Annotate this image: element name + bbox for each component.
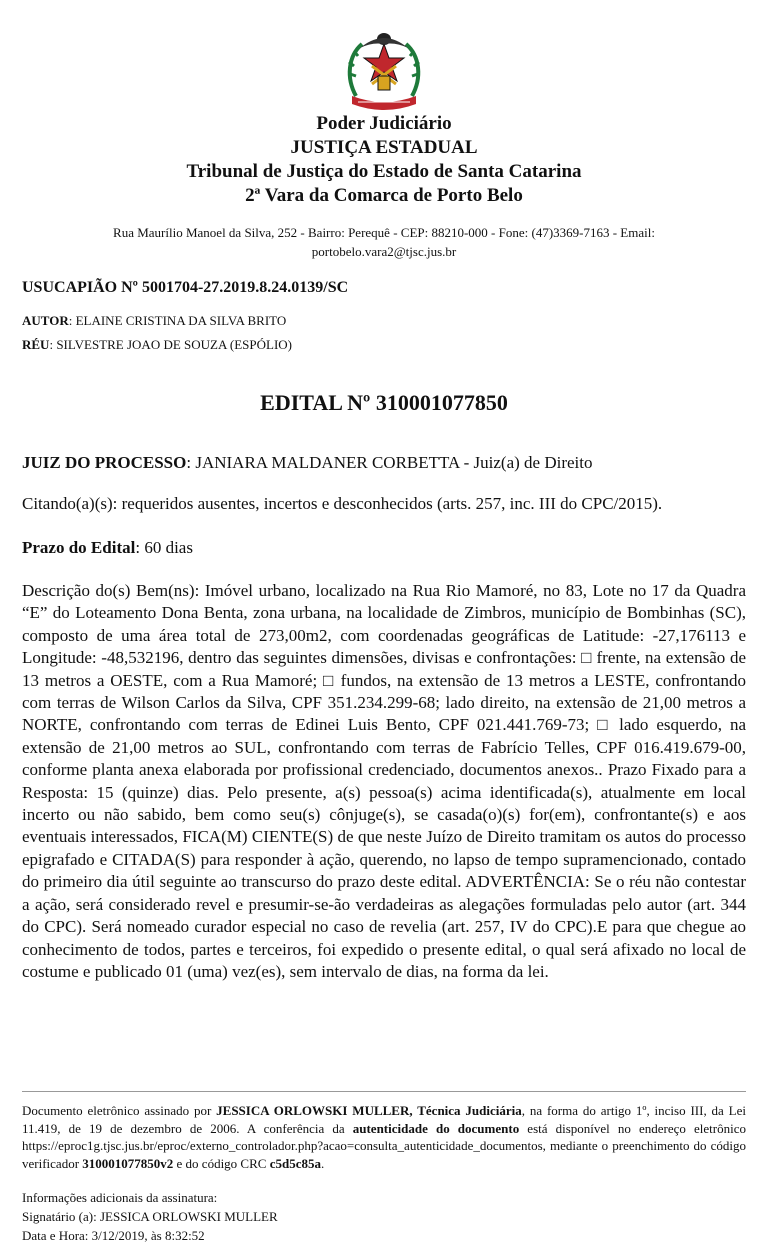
authenticity-label: autenticidade do documento [352, 1120, 520, 1136]
crc-code: c5d5c85a [269, 1155, 321, 1171]
header-justica-estadual: JUSTIÇA ESTADUAL [290, 137, 478, 158]
sig-text-4: e do código CRC [173, 1155, 270, 1171]
property-description: Descrição do(s) Bem(ns): Imóvel urbano, localizado na Rua Rio Mamoré, no 83, Lote no 17 da Quadra “E” do Loteamento Dona Benta, zona urbana, na localidade de Zimbros, município de Bombinhas (SC), composto de uma área total de 273,00m2, com coordenadas geográficas de Latitude: -27,176113 e Longitude: -48,532196, dentro das seguintes dimensões, divisas e confrontações: □ frente, na extensão de 13 metros a OESTE, com a Rua Mamoré; □ fundos, na extensão de 13 metros a LESTE, confrontando com terras de Wilson Carlos da Silva, CPF 351.234.299-68; lado direito, na extensão de 21,00 metros a NORTE, confrontando com terras de Edinei Luis Bento, CPF 021.441.769-73; □ lado esquerdo, na extensão de 21,00 metros ao SUL, confrontando com terras de Fabrício Telles, CPF 016.419.679-00, conforme planta anexa elaborada por profissional credenciado, documentos anexos.. Prazo Fixado para a Resposta: 15 (quinze) dias. Pelo presente, a(s) pessoa(s) acima identificada(s), atualmente em local incerto ou não sabido, bem como seu(s) cônjuge(s), se casada(o)(s) for(em), confrontante(s) e aos eventuais interessados, FICA(M) CIENTE(S) de que neste Juízo de Direito tramitam os autos do processo epigrafado e CITADA(S) para responder à ação, querendo, no lapso de tempo supramencionado, contado do primeiro dia útil seguinte ao transcurso do prazo deste edital. ADVERTÊNCIA: Se o réu não contestar a ação, será considerado revel e presumir-se-ão verdadeiras as alegações formuladas pelo autor (art. 344 do CPC). Será nomeado curador especial no caso de revelia (art. 257, IV do CPC).E para que chegue ao conhecimento de todos, partes e terceiros, foi expedido o presente edital, o qual será afixado no local de costume e publicado 01 (uma) vez(es), sem intervalo de dias, na forma da lei. [22, 581, 746, 981]
juiz-label: JUIZ DO PROCESSO [22, 453, 187, 472]
juiz-line [22, 453, 746, 473]
sig-text-3: está disponível no endereço eletrônico https://eproc1g.tjsc.jus.br/eproc/externo_controlador.php?acao=consulta_autenticidade_documentos, mediante o preenchimento do código verificador [22, 1120, 746, 1171]
signature-paragraph [22, 1102, 746, 1172]
footer-divider [22, 1091, 746, 1092]
citando-line: Citando(a)(s): requeridos ausentes, incertos e desconhecidos (arts. 257, inc. III do CPC/2015). [22, 494, 663, 513]
court-address [40, 223, 728, 261]
data-hora-line: Data e Hora: 3/12/2019, às 8:32:52 [22, 1228, 205, 1243]
process-number: USUCAPIÃO Nº 5001704-27.2019.8.24.0139/SC [22, 279, 349, 296]
autor-label: AUTOR [22, 313, 69, 328]
sig-text-5: . [320, 1155, 325, 1171]
header-poder-judiciario: Poder Judiciário [316, 113, 452, 134]
autor-line [22, 313, 286, 329]
address-line-2: portobelo.vara2@tjsc.jus.br [311, 244, 457, 259]
reu-value: : SILVESTRE JOAO DE SOUZA (ESPÓLIO) [49, 337, 293, 352]
signatario-line: Signatário (a): JESSICA ORLOWSKI MULLER [22, 1209, 278, 1224]
signature-info-title: Informações adicionais da assinatura: [22, 1190, 218, 1205]
reu-line [22, 337, 292, 353]
header-tribunal: Tribunal de Justiça do Estado de Santa Catarina [186, 161, 582, 182]
header-vara: 2ª Vara da Comarca de Porto Belo [245, 185, 523, 206]
sig-text-2: , na forma do artigo 1º, inciso III, da Lei 11.419, de 19 de dezembro de 2006. A conferência da [22, 1103, 746, 1136]
reu-label: RÉU [22, 337, 50, 352]
address-line-1: Rua Maurílio Manoel da Silva, 252 - Bairro: Perequê - CEP: 88210-000 - Fone: (47)3369-7163 - Email: [113, 225, 655, 240]
edital-title: EDITAL Nº 310001077850 [260, 390, 508, 415]
prazo-label: Prazo do Edital [22, 538, 136, 557]
state-coat-of-arms-icon [344, 26, 424, 112]
sig-text-1: Documento eletrônico assinado por [22, 1103, 217, 1118]
prazo-value: : 60 dias [135, 538, 193, 557]
autor-value: : ELAINE CRISTINA DA SILVA BRITO [68, 313, 287, 328]
juiz-value: : JANIARA MALDANER CORBETTA - Juiz(a) de Direito [186, 453, 593, 472]
prazo-line [22, 538, 746, 558]
signer-name-role: JESSICA ORLOWSKI MULLER, Técnica Judiciária [216, 1103, 522, 1118]
verifier-code: 310001077850v2 [82, 1155, 174, 1171]
